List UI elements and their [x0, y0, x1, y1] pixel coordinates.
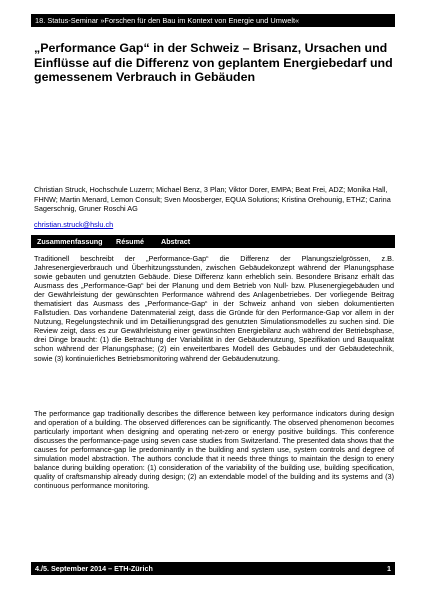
- abstract-german: Traditionell beschreibt der „Performance-Gap“ die Differenz der Planungszielgrössen, z.B. Jahresenergieverbrauch und Überhitzungsstunden, zwischen Gebäudekonzept während der Planungsphase sowie gebauten und genutzten Gebäude. Diese Differenz kann erheblich sein. Besondere Brisanz erhält das Ausmass des „Performance-Gap“ bei der Planung und dem Betrieb von Null- bzw. Plusenergiegebäuden und der Gewährleistung der gewünschten Performance während des Anlagenbetriebes. Der vorliegende Beitrag thematisiert das Ausmass des „Performance-Gap“ in der Schweiz anhand von sieben dokumentierten Fallstudien. Das vorhandene Datenmaterial zeigt, dass die Gründe für den Performance-Gap vor allem in der Nutzung, Regelungstechnik und im Detaillierungsgrad des genutzten Simulationsmodelles zu suchen sind. Die Review zeigt, dass es zur Gewährleistung einer gewünschten Energiebilanz auch während der Betriebsphase, drei Dinge braucht: (1) die Betrachtung der Variabilität in der Gebäudenutzung, Spezifikation und Bauqualität schon während der Planungsphase; (2) ein erweitertbares Modell des Gebäudes und der Gebäudetechnik, sowie (3) kontinuierliches Betriebsmonitoring während der Gebäudenutzung.: [34, 254, 394, 363]
- author-email-link[interactable]: christian.struck@hslu.ch: [34, 220, 114, 229]
- abstract-english: The performance gap traditionally describes the difference between key performance indicators during design and operation of a building. The observed differences can be significantly. The observed phenomenon becomes particularly important when designing and operating net-zero or energy positive buildings. This conference discusses the performance-page using seven case studies from Switzerland. The presented data shows that the causes for performance-gap lie predominantly in the building and system use, system controls and degree of simulation model abstraction. The authors conclude that it needs three things to maintain the design to enery balance during building operation: (1) consideration of the variability of the building use, building specification, quality of craftsmanship already during design; (2) an extendable model of the building and its systems and (3) continuous performance monitoring.: [34, 409, 394, 491]
- tab-abstract: Abstract: [161, 237, 191, 246]
- author-list: Christian Struck, Hochschule Luzern; Michael Benz, 3 Plan; Viktor Dorer, EMPA; Beat Frei, ADZ; Monika Hall, FHNW; Martin Menard, Lemon Consult; Sven Moosberger, EQUA Solutions; Kristina Orehounig, ETHZ; Carina Sagerschnig, Gruner Roschi AG: [34, 185, 391, 214]
- tab-resume: Résumé: [116, 237, 144, 246]
- footer-bar: [31, 562, 395, 575]
- abstract-tab-bar: [31, 235, 395, 248]
- page-number: 1: [387, 564, 391, 573]
- seminar-title: 18. Status-Seminar »Forschen für den Bau im Kontext von Energie und Umwelt«: [35, 16, 300, 25]
- tab-zusammenfassung: Zusammenfassung: [37, 237, 103, 246]
- footer-date: 4./5. September 2014 – ETH-Zürich: [35, 564, 153, 573]
- paper-title: „Performance Gap“ in der Schweiz – Brisanz, Ursachen und Einflüsse auf die Differenz von geplantem Energiebedarf und gemessenem Verbrauch in Gebäuden: [34, 41, 393, 85]
- seminar-header-bar: [31, 14, 395, 27]
